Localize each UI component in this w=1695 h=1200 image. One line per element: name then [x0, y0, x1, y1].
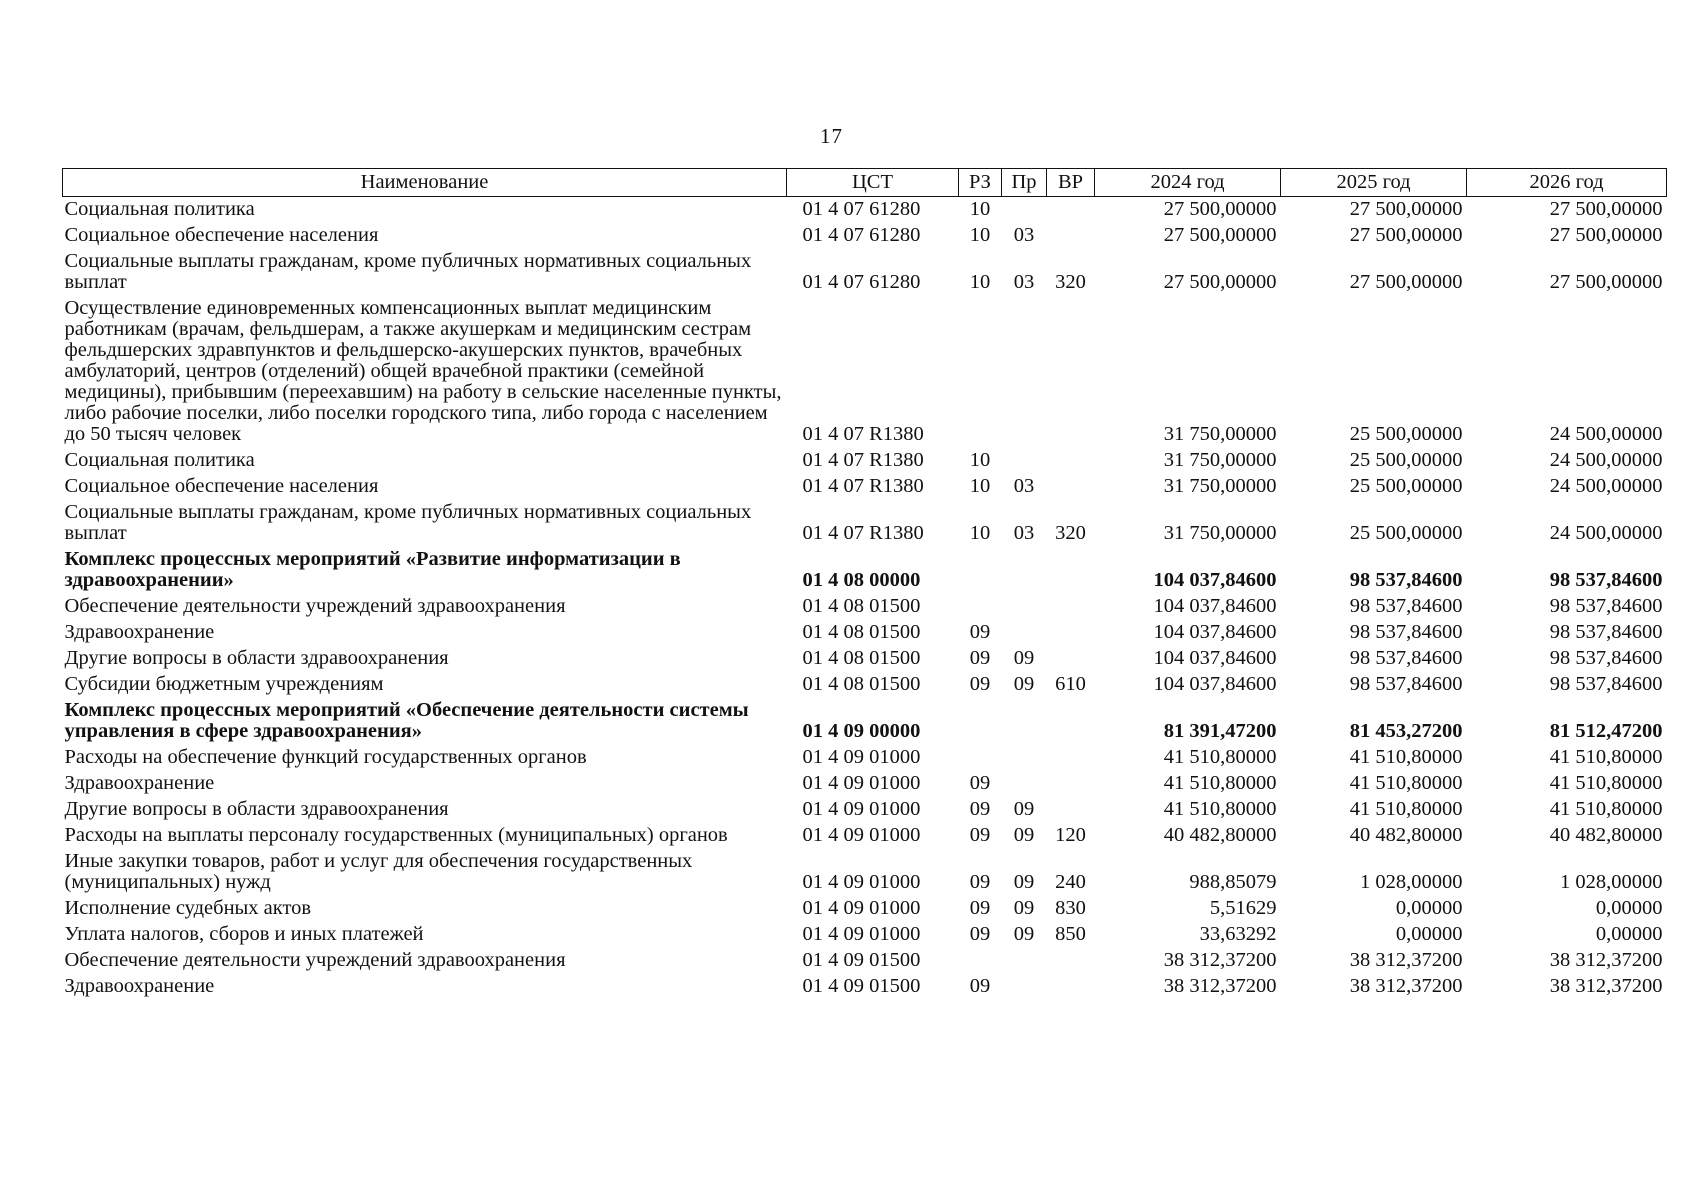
budget-table	[62, 168, 1667, 1000]
row-cst: 01 4 08 01500	[802, 621, 921, 643]
row-rz: 10	[969, 449, 991, 471]
row-2026: 98 537,84600	[1549, 569, 1663, 591]
row-rz: 09	[969, 798, 991, 820]
row-2024: 104 037,84600	[1153, 673, 1277, 695]
row-2026: 27 500,00000	[1549, 198, 1663, 220]
header-name: Наименование	[63, 169, 787, 197]
row-rz: 09	[969, 871, 991, 893]
row-2024: 27 500,00000	[1163, 224, 1277, 246]
row-2025: 25 500,00000	[1349, 423, 1463, 445]
row-2024: 40 482,80000	[1163, 824, 1277, 846]
row-pr	[1002, 197, 1047, 224]
row-vr	[1047, 974, 1095, 1000]
row-2025: 38 312,37200	[1349, 975, 1463, 997]
row-vr	[1047, 745, 1095, 771]
row-cst: 01 4 08 00000	[802, 569, 921, 591]
header-2025: 2025 год	[1281, 169, 1467, 197]
row-2024: 31 750,00000	[1163, 522, 1277, 544]
row-name: Иные закупки товаров, работ и услуг для обеспечения государственных (муниципальных) нужд	[64, 850, 693, 893]
row-rz: 09	[969, 647, 991, 669]
row-cst: 01 4 09 01500	[802, 975, 921, 997]
row-2026: 27 500,00000	[1549, 271, 1663, 293]
row-2024: 104 037,84600	[1153, 647, 1277, 669]
row-name: Социальное обеспечение населения	[64, 475, 379, 497]
table-row	[63, 223, 1667, 249]
row-cst: 01 4 07 61280	[802, 271, 921, 293]
row-2026: 41 510,80000	[1549, 746, 1663, 768]
header-pr: Пр	[1002, 169, 1047, 197]
row-2025: 1 028,00000	[1360, 871, 1463, 893]
table-row	[63, 974, 1667, 1000]
row-cst: 01 4 07 61280	[802, 198, 921, 220]
row-vr	[1047, 948, 1095, 974]
row-2026: 24 500,00000	[1549, 475, 1663, 497]
row-name: Здравоохранение	[64, 975, 215, 997]
row-2026: 98 537,84600	[1549, 621, 1663, 643]
row-name: Комплекс процессных мероприятий «Развитие информатизации в здравоохранении»	[64, 548, 681, 591]
table-row	[63, 771, 1667, 797]
row-rz: 10	[969, 224, 991, 246]
row-cst: 01 4 09 01000	[802, 824, 921, 846]
row-rz: 10	[969, 475, 991, 497]
row-cst: 01 4 07 R1380	[802, 475, 924, 497]
row-name: Другие вопросы в области здравоохранения	[64, 647, 449, 669]
row-2024: 41 510,80000	[1163, 772, 1277, 794]
row-vr: 120	[1055, 824, 1086, 846]
row-2025: 98 537,84600	[1349, 595, 1463, 617]
row-cst: 01 4 07 61280	[802, 224, 921, 246]
row-2026: 38 312,37200	[1549, 949, 1663, 971]
row-vr	[1047, 448, 1095, 474]
row-rz: 09	[969, 824, 991, 846]
row-pr	[1002, 745, 1047, 771]
row-rz	[959, 547, 1002, 594]
row-rz	[959, 698, 1002, 745]
row-2026: 24 500,00000	[1549, 522, 1663, 544]
table-row	[63, 296, 1667, 448]
row-vr: 610	[1055, 673, 1086, 695]
row-pr	[1002, 698, 1047, 745]
table-row	[63, 672, 1667, 698]
row-2026: 27 500,00000	[1549, 224, 1663, 246]
row-rz: 09	[969, 897, 991, 919]
row-2024: 41 510,80000	[1163, 798, 1277, 820]
row-name: Социальная политика	[64, 198, 255, 220]
table-row	[63, 646, 1667, 672]
row-cst: 01 4 09 01500	[802, 949, 921, 971]
row-rz: 09	[969, 923, 991, 945]
row-2025: 38 312,37200	[1349, 949, 1463, 971]
table-row	[63, 500, 1667, 547]
row-vr	[1047, 296, 1095, 448]
row-rz: 10	[969, 271, 991, 293]
row-cst: 01 4 08 01500	[802, 647, 921, 669]
row-vr: 830	[1055, 897, 1086, 919]
row-2025: 98 537,84600	[1349, 569, 1463, 591]
header-vr: ВР	[1047, 169, 1095, 197]
row-2026: 24 500,00000	[1549, 449, 1663, 471]
row-vr	[1047, 646, 1095, 672]
row-pr	[1002, 296, 1047, 448]
row-vr: 320	[1055, 522, 1086, 544]
row-2025: 25 500,00000	[1349, 522, 1463, 544]
row-2025: 41 510,80000	[1349, 746, 1463, 768]
row-name: Расходы на выплаты персоналу государственных (муниципальных) органов	[64, 824, 728, 846]
row-vr	[1047, 698, 1095, 745]
row-2026: 98 537,84600	[1549, 647, 1663, 669]
row-pr: 09	[1013, 897, 1035, 919]
row-cst: 01 4 08 01500	[802, 595, 921, 617]
table-row	[63, 922, 1667, 948]
row-2025: 98 537,84600	[1349, 647, 1463, 669]
table-row	[63, 197, 1667, 224]
row-rz	[959, 745, 1002, 771]
row-name: Исполнение судебных актов	[64, 897, 312, 919]
row-rz: 09	[969, 772, 991, 794]
row-cst: 01 4 09 01000	[802, 798, 921, 820]
table-row	[63, 448, 1667, 474]
row-vr	[1047, 771, 1095, 797]
row-2024: 31 750,00000	[1163, 423, 1277, 445]
table-row	[63, 745, 1667, 771]
row-name: Социальные выплаты гражданам, кроме публичных нормативных социальных выплат	[64, 501, 752, 544]
row-2026: 98 537,84600	[1549, 673, 1663, 695]
row-2026: 1 028,00000	[1560, 871, 1663, 893]
row-pr: 09	[1013, 647, 1035, 669]
row-pr: 09	[1013, 673, 1035, 695]
row-2025: 27 500,00000	[1349, 224, 1463, 246]
row-cst: 01 4 09 01000	[802, 871, 921, 893]
row-cst: 01 4 08 01500	[802, 673, 921, 695]
table-row	[63, 948, 1667, 974]
row-vr	[1047, 594, 1095, 620]
row-pr	[1002, 771, 1047, 797]
row-2025: 27 500,00000	[1349, 198, 1463, 220]
row-2026: 0,00000	[1595, 923, 1663, 945]
header-rz: РЗ	[959, 169, 1002, 197]
row-pr	[1002, 974, 1047, 1000]
row-2024: 31 750,00000	[1163, 475, 1277, 497]
header-row	[63, 169, 1667, 197]
row-rz: 09	[969, 621, 991, 643]
row-pr	[1002, 594, 1047, 620]
row-cst: 01 4 07 R1380	[802, 522, 924, 544]
row-name: Расходы на обеспечение функций государственных органов	[64, 746, 587, 768]
row-2025: 0,00000	[1395, 923, 1463, 945]
page-number: 17	[820, 124, 843, 148]
table-row	[63, 823, 1667, 849]
row-pr	[1002, 948, 1047, 974]
table-row	[63, 797, 1667, 823]
row-rz	[959, 594, 1002, 620]
row-2024: 38 312,37200	[1163, 975, 1277, 997]
row-cst: 01 4 09 01000	[802, 772, 921, 794]
row-rz	[959, 296, 1002, 448]
row-rz: 10	[969, 198, 991, 220]
row-2026: 0,00000	[1595, 897, 1663, 919]
row-2025: 98 537,84600	[1349, 621, 1463, 643]
row-cst: 01 4 09 01000	[802, 897, 921, 919]
row-vr	[1047, 223, 1095, 249]
table-header	[63, 169, 1667, 197]
table-row	[63, 896, 1667, 922]
row-vr: 240	[1055, 871, 1086, 893]
row-vr	[1047, 620, 1095, 646]
row-2026: 41 510,80000	[1549, 798, 1663, 820]
row-vr	[1047, 197, 1095, 224]
table-row	[63, 620, 1667, 646]
row-name: Обеспечение деятельности учреждений здравоохранения	[64, 595, 566, 617]
row-2024: 104 037,84600	[1153, 595, 1277, 617]
row-2024: 33,63292	[1199, 923, 1277, 945]
row-2024: 38 312,37200	[1163, 949, 1277, 971]
row-name: Субсидии бюджетным учреждениям	[64, 673, 384, 695]
row-2026: 40 482,80000	[1549, 824, 1663, 846]
row-vr: 850	[1055, 923, 1086, 945]
row-2024: 41 510,80000	[1163, 746, 1277, 768]
row-2025: 0,00000	[1395, 897, 1463, 919]
row-vr	[1047, 547, 1095, 594]
row-2025: 98 537,84600	[1349, 673, 1463, 695]
header-2024: 2024 год	[1095, 169, 1281, 197]
row-cst: 01 4 09 01000	[802, 923, 921, 945]
row-2026: 24 500,00000	[1549, 423, 1663, 445]
row-pr: 09	[1013, 798, 1035, 820]
row-pr: 03	[1013, 271, 1035, 293]
row-rz: 10	[969, 522, 991, 544]
row-name: Здравоохранение	[64, 772, 215, 794]
row-2026: 98 537,84600	[1549, 595, 1663, 617]
row-cst: 01 4 07 R1380	[802, 423, 924, 445]
table-row	[63, 249, 1667, 296]
row-2025: 41 510,80000	[1349, 798, 1463, 820]
row-2026: 41 510,80000	[1549, 772, 1663, 794]
row-name: Другие вопросы в области здравоохранения	[64, 798, 449, 820]
row-name: Осуществление единовременных компенсационных выплат медицинским работникам (врачам, фельдшерам, а также акушеркам и медицинским сестрам фельдшерских здравпунктов и фельдшерско-акушерских пунктов, врачебных амбулаторий, центров (отделений) общей врачебной практики (семейной медицины), прибывшим (переехавшим) на работу в сельские населенные пункты, либо рабочие поселки, либо поселки городского типа, либо города с населением до 50 тысяч человек	[64, 297, 782, 445]
row-vr	[1047, 797, 1095, 823]
header-cst: ЦСТ	[787, 169, 959, 197]
table-row	[63, 474, 1667, 500]
header-2026: 2026 год	[1467, 169, 1667, 197]
row-2026: 81 512,47200	[1549, 720, 1663, 742]
row-2024: 104 037,84600	[1153, 569, 1277, 591]
table-body	[63, 197, 1667, 1001]
row-pr: 09	[1013, 871, 1035, 893]
row-name: Комплекс процессных мероприятий «Обеспечение деятельности системы управления в сфере здравоохранения»	[64, 699, 749, 742]
table-row	[63, 849, 1667, 896]
row-rz: 09	[969, 975, 991, 997]
row-pr: 03	[1013, 522, 1035, 544]
row-2025: 25 500,00000	[1349, 449, 1463, 471]
row-pr: 09	[1013, 824, 1035, 846]
row-2024: 27 500,00000	[1163, 198, 1277, 220]
row-2025: 41 510,80000	[1349, 772, 1463, 794]
row-rz	[959, 948, 1002, 974]
row-2024: 5,51629	[1209, 897, 1277, 919]
row-cst: 01 4 09 00000	[802, 720, 921, 742]
table-row	[63, 698, 1667, 745]
row-name: Социальные выплаты гражданам, кроме публичных нормативных социальных выплат	[64, 250, 752, 293]
row-cst: 01 4 09 01000	[802, 746, 921, 768]
row-pr	[1002, 620, 1047, 646]
table-row	[63, 594, 1667, 620]
row-name: Социальное обеспечение населения	[64, 224, 379, 246]
row-2024: 104 037,84600	[1153, 621, 1277, 643]
row-2024: 31 750,00000	[1163, 449, 1277, 471]
row-2025: 27 500,00000	[1349, 271, 1463, 293]
row-name: Уплата налогов, сборов и иных платежей	[64, 923, 424, 945]
row-name: Обеспечение деятельности учреждений здравоохранения	[64, 949, 566, 971]
row-2026: 38 312,37200	[1549, 975, 1663, 997]
table-row	[63, 547, 1667, 594]
row-pr: 03	[1013, 224, 1035, 246]
row-vr	[1047, 474, 1095, 500]
row-rz: 09	[969, 673, 991, 695]
row-vr: 320	[1055, 271, 1086, 293]
row-2024: 27 500,00000	[1163, 271, 1277, 293]
row-2024: 988,85079	[1189, 871, 1277, 893]
row-pr: 09	[1013, 923, 1035, 945]
row-name: Социальная политика	[64, 449, 255, 471]
row-2025: 81 453,27200	[1349, 720, 1463, 742]
row-name: Здравоохранение	[64, 621, 215, 643]
row-pr	[1002, 547, 1047, 594]
row-2024: 81 391,47200	[1163, 720, 1277, 742]
row-pr	[1002, 448, 1047, 474]
row-pr: 03	[1013, 475, 1035, 497]
row-2025: 40 482,80000	[1349, 824, 1463, 846]
row-2025: 25 500,00000	[1349, 475, 1463, 497]
row-cst: 01 4 07 R1380	[802, 449, 924, 471]
